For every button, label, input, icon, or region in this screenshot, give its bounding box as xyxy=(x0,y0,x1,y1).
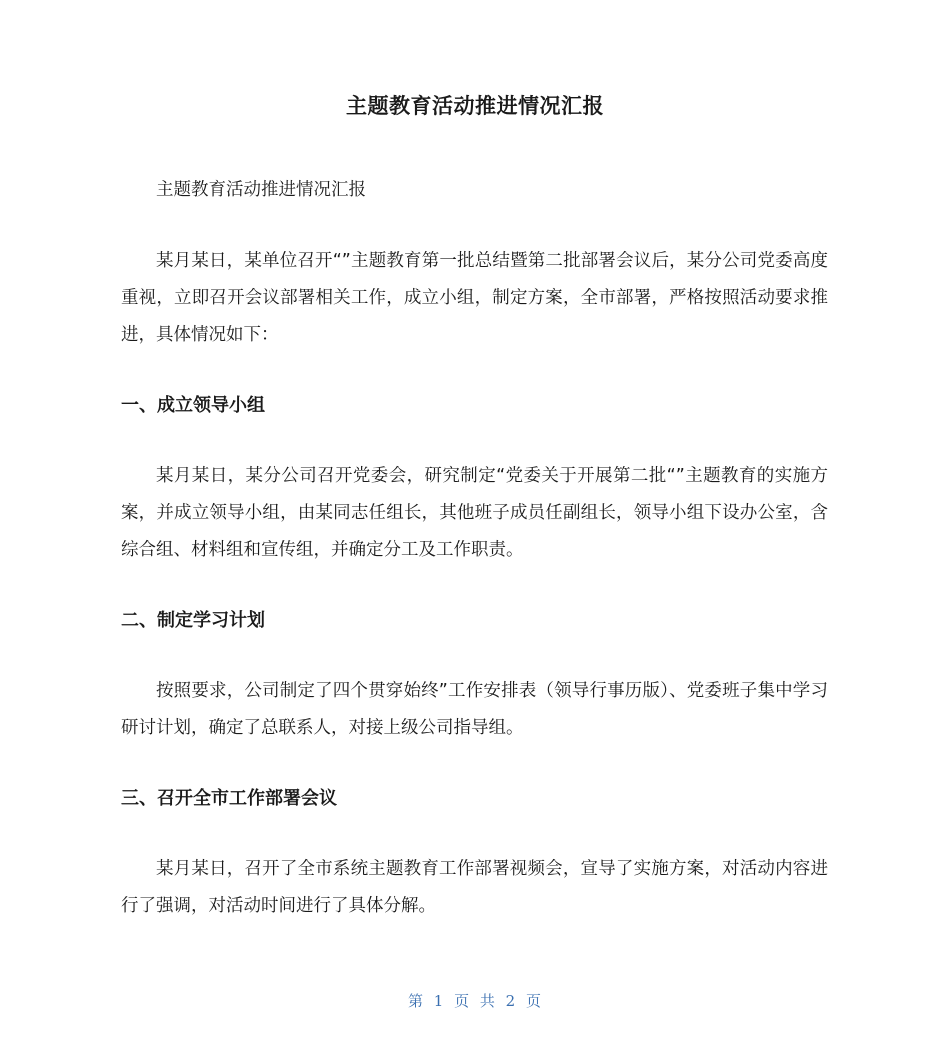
document-body xyxy=(121,172,828,958)
section-paragraph: 按照要求，公司制定了四个贯穿始终”工作安排表（领导行事历版）、党委班子集中学习研讨计划，确定了总联系人，对接上级公司指导组。 xyxy=(121,681,828,738)
document-subtitle: 主题教育活动推进情况汇报 xyxy=(156,180,366,200)
section-paragraph: 某月某日，某分公司召开党委会，研究制定“党委关于开展第二批“”主题教育的实施方案，并成立领导小组，由某同志任组长，其他班子成员任副组长，领导小组下设办公室，含综合组、材料组和宣传组，并确定分工及工作职责。 xyxy=(121,466,828,560)
document-title: 主题教育活动推进情况汇报 xyxy=(346,94,604,118)
section-heading: 二、制定学习计划 xyxy=(121,610,265,631)
section-heading: 三、召开全市工作部署会议 xyxy=(121,788,337,809)
page-number-footer: 第 1 页 共 2 页 xyxy=(408,992,542,1010)
section-heading: 一、成立领导小组 xyxy=(121,395,265,416)
section-paragraph: 某月某日，召开了全市系统主题教育工作部署视频会，宣导了实施方案，对活动内容进行了强调，对活动时间进行了具体分解。 xyxy=(121,859,828,916)
intro-paragraph: 某月某日，某单位召开“”主题教育第一批总结暨第二批部署会议后，某分公司党委高度重视，立即召开会议部署相关工作，成立小组，制定方案，全市部署，严格按照活动要求推进，具体情况如下： xyxy=(121,251,828,345)
